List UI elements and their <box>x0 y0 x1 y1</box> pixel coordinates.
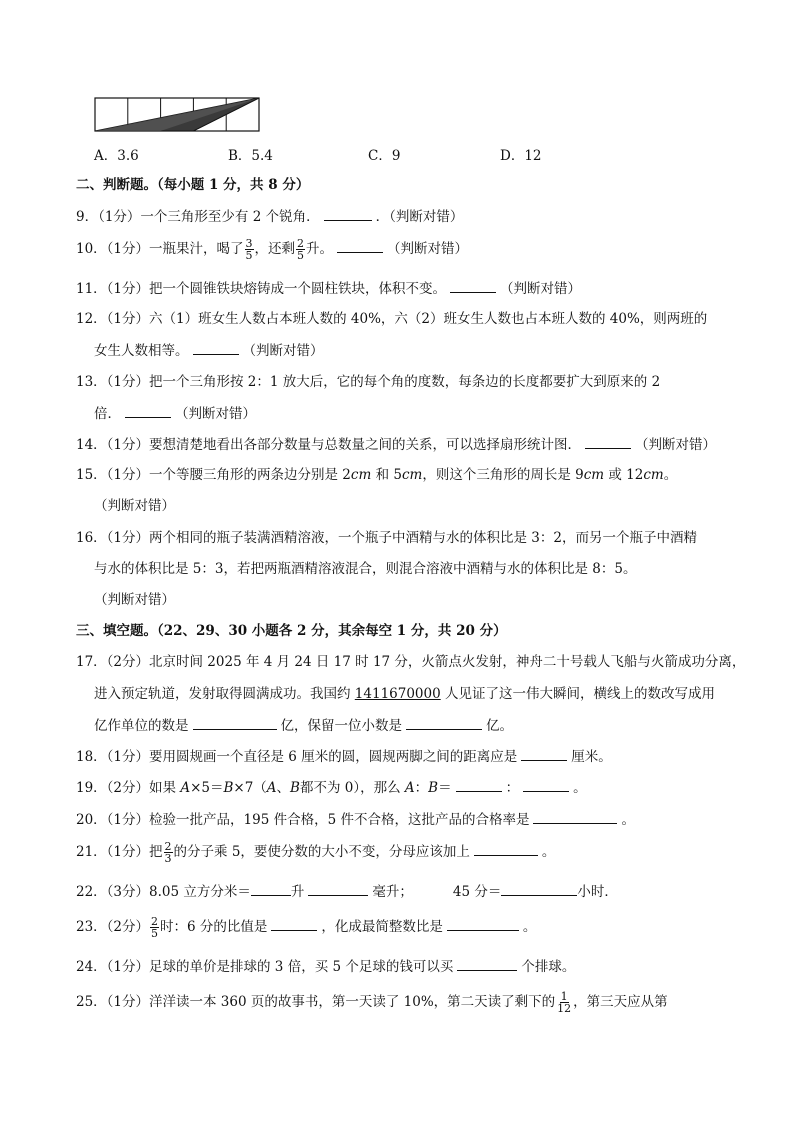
option-d[interactable]: D．12 <box>500 148 542 164</box>
answer-blank[interactable] <box>193 341 239 355</box>
question-12-line1: 12．（1分）六（1）班女生人数占本班人数的 40%，六（2）班女生人数也占本班人数的 40%，则两班的 <box>76 311 708 327</box>
question-16-line3: （判断对错） <box>94 592 175 608</box>
question-25: 25．（1分）洋洋读一本 360 页的故事书，第一天读了 10%，第二天读了剩下的 $\frac{1}{12}$ ，第三天应从第 <box>76 990 668 1015</box>
question-9: 9．（1分）一个三角形至少有 2 个锐角． ．（判断对错） <box>76 209 464 225</box>
answer-blank[interactable] <box>125 404 171 418</box>
answer-blank[interactable] <box>308 882 368 896</box>
question-17-line3: 亿作单位的数是 亿，保留一位小数是 亿。 <box>94 718 513 734</box>
section3-heading: 三、填空题。（22、29、30 小题各 2 分，其余每空 1 分，共 20 分） <box>76 623 507 639</box>
answer-blank[interactable] <box>474 842 538 856</box>
question-16-line2: 与水的体积比是 5：3，若把两瓶酒精溶液混合，则混合溶液中酒精与水的体积比是 8：5。 <box>94 561 637 577</box>
answer-blank[interactable] <box>447 917 519 931</box>
question-16-line1: 16．（1分）两个相同的瓶子装满酒精溶液，一个瓶子中酒精与水的体积比是 3：2，而另一个瓶子中酒精 <box>76 530 697 546</box>
answer-blank[interactable] <box>523 778 569 792</box>
question-21: 21．（1分）把 $\frac{2}{3}$ 的分子乘 5，要使分数的大小不变，分母应该加上 。 <box>76 840 556 865</box>
rectangle-triangle-figure <box>94 97 262 133</box>
answer-blank[interactable] <box>450 279 496 293</box>
question-10: 10．（1分）一瓶果汁，喝了 $\frac{3}{5}$ ，还剩 $\frac{2}{5}$ 升。 （判断对错） <box>76 237 469 262</box>
question-13-line1: 13．（1分）把一个三角形按 2：1 放大后，它的每个角的度数，每条边的长度都要扩大到原来的 2 <box>76 374 661 390</box>
question-23: 23．（2分） $\frac{2}{5}$ 时：6 分的比值是 ，化成最简整数比是 。 <box>76 915 537 940</box>
fraction: $\frac{2}{3}$ <box>164 840 172 865</box>
answer-blank[interactable] <box>324 207 372 221</box>
question-11: 11．（1分）把一个圆锥铁块熔铸成一个圆柱铁块，体积不变。 （判断对错） <box>76 281 582 297</box>
answer-blank[interactable] <box>457 957 517 971</box>
section2-heading: 二、判断题。（每小题 1 分，共 8 分） <box>76 177 310 193</box>
answer-blank[interactable] <box>585 435 631 449</box>
question-13-line2: 倍． （判断对错） <box>94 406 256 422</box>
option-a[interactable]: A．3.6 <box>94 148 139 164</box>
question-17-line2: 进入预定轨道，发射取得圆满成功。我国约 1411670000 人见证了这一伟大瞬间，横线上的数改写成用 <box>94 686 715 702</box>
underlined-number: 1411670000 <box>354 686 441 702</box>
answer-blank[interactable] <box>521 747 567 761</box>
fraction: $\frac{1}{12}$ <box>557 990 572 1015</box>
question-22: 22．（3分）8.05 立方分米＝ 升 毫升； 45 分＝ 小时． <box>76 884 618 900</box>
question-19: 19．（2分）如果 A×5＝B×7（A、B都不为 0），那么 A：B＝ ： 。 <box>76 780 587 796</box>
answer-blank[interactable] <box>501 882 577 896</box>
question-15-line2: （判断对错） <box>94 498 175 514</box>
question-15-line1: 15．（1分）一个等腰三角形的两条边分别是 2cm 和 5cm，则这个三角形的周长是 9cm 或 12cm。 <box>76 467 678 483</box>
fraction: $\frac{2}{5}$ <box>297 237 305 262</box>
answer-blank[interactable] <box>193 716 277 730</box>
answer-blank[interactable] <box>251 882 291 896</box>
question-20: 20．（1分）检验一批产品，195 件合格，5 件不合格，这批产品的合格率是 。 <box>76 812 635 828</box>
answer-blank[interactable] <box>406 716 482 730</box>
question-24: 24．（1分）足球的单价是排球的 3 倍，买 5 个足球的钱可以买 个排球。 <box>76 959 576 975</box>
question-18: 18．（1分）要用圆规画一个直径是 6 厘米的圆，圆规两脚之间的距离应是 厘米。 <box>76 749 612 765</box>
fraction: $\frac{3}{5}$ <box>245 237 253 262</box>
answer-blank[interactable] <box>337 239 383 253</box>
option-c[interactable]: C．9 <box>368 148 401 164</box>
question-14: 14．（1分）要想清楚地看出各部分数量与总数量之间的关系，可以选择扇形统计图． （判断对错） <box>76 437 717 453</box>
option-b[interactable]: B．5.4 <box>228 148 273 164</box>
question-12-line2: 女生人数相等。 （判断对错） <box>94 343 324 359</box>
fraction: $\frac{2}{5}$ <box>151 915 159 940</box>
answer-blank[interactable] <box>533 810 617 824</box>
answer-blank[interactable] <box>271 917 317 931</box>
question-17-line1: 17．（2分）北京时间 2025 年 4 月 24 日 17 时 17 分，火箭点火发射，神舟二十号载人飞船与火箭成功分离， <box>76 654 746 670</box>
q8-options <box>94 144 614 162</box>
answer-blank[interactable] <box>456 778 502 792</box>
